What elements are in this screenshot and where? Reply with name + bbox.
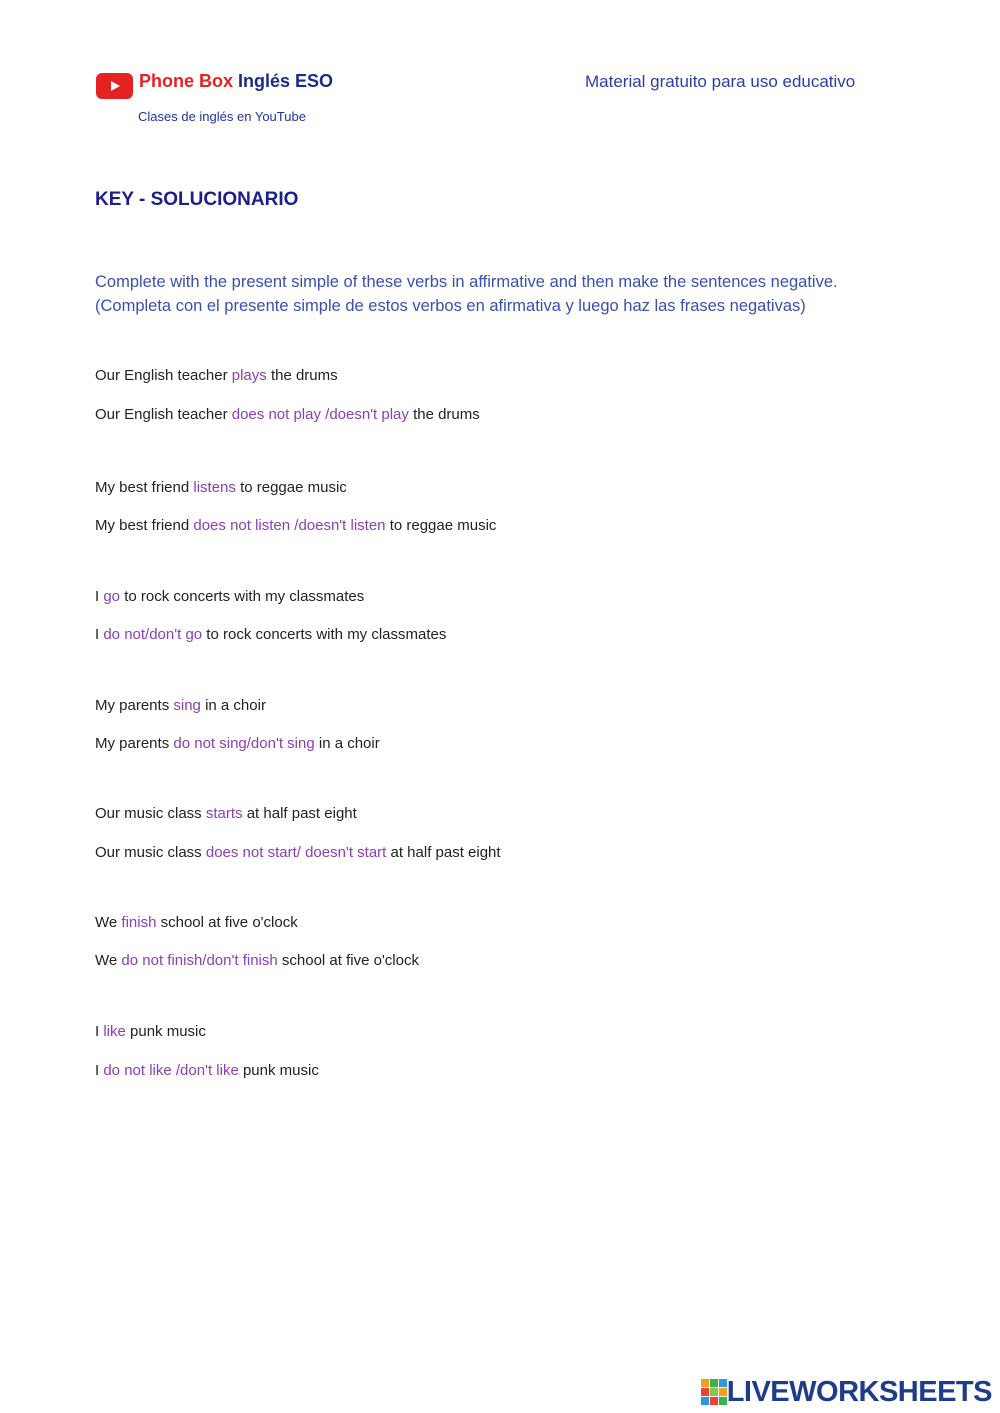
page-title: KEY - SOLUCIONARIO (95, 189, 299, 210)
sentence-3-negative: I do not/don't go to rock concerts with my classmates (95, 626, 447, 643)
answer: listens (193, 479, 236, 496)
brand-title (139, 71, 333, 92)
youtube-icon (96, 73, 133, 99)
sentence-4-negative: My parents do not sing/don't sing in a choir (95, 735, 380, 752)
answer: does not play /doesn't play (231, 406, 409, 423)
answer: does not listen /doesn't listen (193, 517, 386, 534)
instructions (95, 270, 838, 318)
sentence-1-negative: Our English teacher does not play /doesn't play the drums (95, 406, 480, 423)
material-notice: Material gratuito para uso educativo (585, 72, 856, 91)
sentence-6-negative: We do not finish/don't finish school at five o'clock (95, 952, 419, 969)
sentence-7-affirmative: I like punk music (95, 1023, 206, 1040)
answer: finish (121, 914, 157, 931)
answer: go (103, 588, 121, 605)
answer: do not/don't go (103, 626, 203, 643)
brand-part1: Phone Box (139, 71, 234, 91)
answer: do not sing/don't sing (173, 735, 315, 752)
sentence-1-affirmative: Our English teacher plays the drums (95, 367, 338, 384)
sentence-4-affirmative: My parents sing in a choir (95, 697, 266, 714)
answer: like (103, 1023, 126, 1040)
liveworksheets-text: LIVEWORKSHEETS (726, 1375, 992, 1408)
answer: does not start/ doesn't start (205, 844, 387, 861)
sentence-7-negative: I do not like /don't like punk music (95, 1062, 319, 1079)
sentence-6-affirmative: We finish school at five o'clock (95, 914, 298, 931)
instructions-spanish: (Completa con el presente simple de estos verbos en afirmativa y luego haz las frases negativas) (95, 297, 806, 315)
liveworksheets-watermark (701, 1377, 992, 1407)
answer: do not like /don't like (103, 1062, 239, 1079)
sentence-5-affirmative: Our music class starts at half past eight (95, 805, 357, 822)
sentence-2-negative: My best friend does not listen /doesn't listen to reggae music (95, 517, 497, 534)
brand-subtitle: Clases de inglés en YouTube (138, 109, 306, 124)
sentence-2-affirmative: My best friend listens to reggae music (95, 479, 347, 496)
instructions-english: Complete with the present simple of these verbs in affirmative and then make the sentences negative. (95, 273, 838, 291)
brand-part2: Inglés ESO (238, 71, 334, 91)
answer: do not finish/don't finish (121, 952, 278, 969)
liveworksheets-logo-icon (701, 1379, 727, 1405)
answer: sing (173, 697, 201, 714)
sentence-5-negative: Our music class does not start/ doesn't start at half past eight (95, 844, 501, 861)
answer: starts (205, 805, 243, 822)
sentence-3-affirmative: I go to rock concerts with my classmates (95, 588, 365, 605)
answer: plays (231, 367, 267, 384)
